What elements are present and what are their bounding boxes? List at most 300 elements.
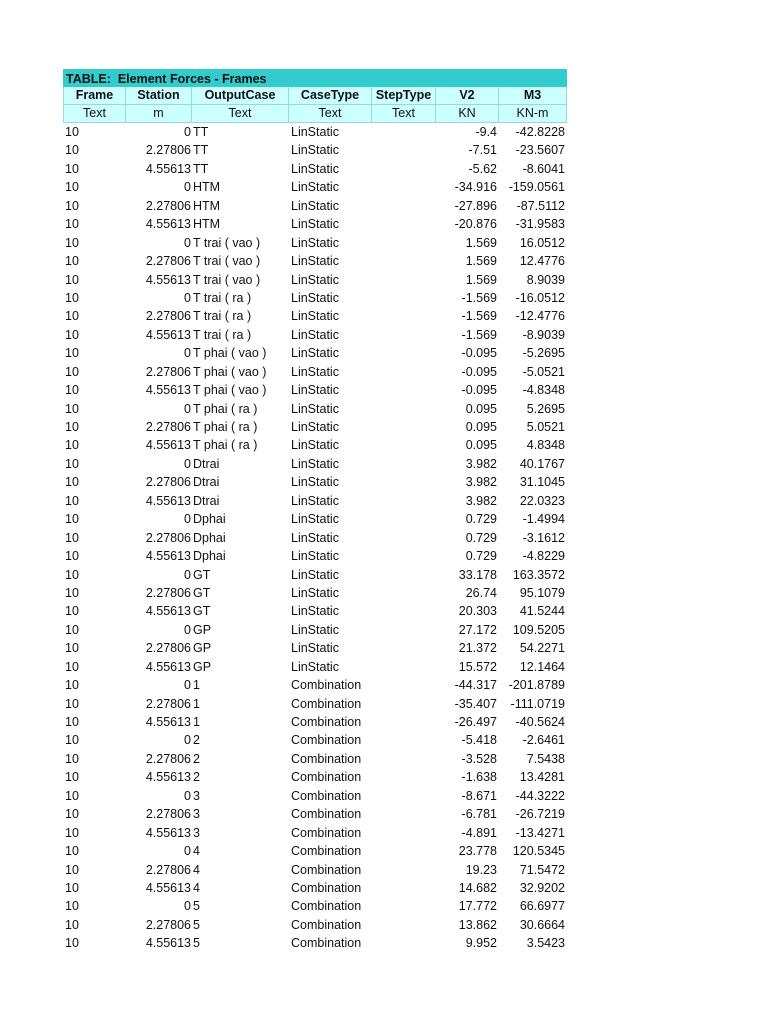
cell-casetype[interactable]: LinStatic [291,217,339,232]
cell-steptype[interactable] [372,602,436,620]
cell-m3[interactable]: 4.8348 [526,438,565,453]
cell-casetype[interactable]: LinStatic [291,346,339,361]
cell-m3[interactable]: 66.6977 [519,899,565,914]
cell-steptype[interactable] [372,326,436,344]
cell-steptype[interactable] [372,695,436,713]
cell-steptype[interactable] [372,916,436,934]
header-station[interactable]: Station [126,87,192,105]
cell-m3[interactable]: 71.5472 [519,862,565,877]
cell-station[interactable]: 0 [184,512,191,527]
cell-v2[interactable]: 14.682 [458,880,497,895]
cell-m3[interactable]: -1.4994 [522,512,565,527]
cell-steptype[interactable] [372,289,436,307]
cell-steptype[interactable] [372,510,436,528]
cell-station[interactable]: 2.27806 [145,917,191,932]
cell-v2[interactable]: -5.62 [468,161,497,176]
cell-station[interactable]: 2.27806 [145,475,191,490]
cell-frame[interactable]: 10 [65,678,79,693]
cell-m3[interactable]: -8.6041 [522,161,565,176]
cell-steptype[interactable] [372,584,436,602]
cell-casetype[interactable]: LinStatic [291,438,339,453]
cell-casetype[interactable]: Combination [291,733,362,748]
cell-steptype[interactable] [372,473,436,491]
header-casetype[interactable]: CaseType [289,87,372,105]
unit-outputcase[interactable]: Text [192,105,289,123]
header-v2[interactable]: V2 [436,87,499,105]
cell-outputcase[interactable]: TT [193,125,209,139]
cell-casetype[interactable]: LinStatic [291,420,339,434]
header-outputcase[interactable]: OutputCase [192,87,289,105]
cell-casetype[interactable]: Combination [291,770,362,785]
cell-outputcase[interactable]: 3 [193,807,200,822]
cell-steptype[interactable] [372,492,436,510]
cell-frame[interactable]: 10 [65,420,79,434]
cell-casetype[interactable]: LinStatic [291,272,339,287]
cell-outputcase[interactable]: 4 [193,862,200,877]
cell-outputcase[interactable]: GP [193,659,212,674]
cell-frame[interactable]: 10 [65,936,79,951]
cell-outputcase[interactable]: HTM [193,217,221,232]
cell-frame[interactable]: 10 [65,235,79,250]
cell-m3[interactable]: -12.4776 [515,309,565,324]
cell-casetype[interactable]: LinStatic [291,143,339,158]
cell-casetype[interactable]: LinStatic [291,456,339,471]
cell-v2[interactable]: 19.23 [465,862,497,877]
cell-m3[interactable]: -201.8789 [508,678,565,693]
cell-outputcase[interactable]: 2 [193,751,200,766]
cell-steptype[interactable] [372,400,436,418]
cell-frame[interactable]: 10 [65,917,79,932]
cell-m3[interactable]: 54.2271 [519,641,565,656]
cell-outputcase[interactable]: TT [193,143,209,158]
cell-outputcase[interactable]: GT [193,604,211,619]
cell-station[interactable]: 0 [184,788,191,803]
cell-station[interactable]: 4.55613 [145,383,191,398]
cell-steptype[interactable] [372,307,436,325]
cell-casetype[interactable]: Combination [291,899,362,914]
cell-station[interactable]: 2.27806 [145,641,191,656]
cell-v2[interactable]: -20.876 [454,217,497,232]
cell-station[interactable]: 0 [184,844,191,859]
cell-casetype[interactable]: LinStatic [291,235,339,250]
cell-frame[interactable]: 10 [65,641,79,656]
cell-casetype[interactable]: Combination [291,844,362,859]
cell-steptype[interactable] [372,639,436,657]
unit-steptype[interactable]: Text [372,105,436,123]
cell-outputcase[interactable]: GT [193,567,211,582]
cell-outputcase[interactable]: Dtrai [193,475,220,490]
cell-station[interactable]: 2.27806 [145,696,191,711]
cell-outputcase[interactable]: HTM [193,198,221,213]
cell-casetype[interactable]: Combination [291,825,362,840]
cell-m3[interactable]: 12.4776 [519,254,565,269]
cell-outputcase[interactable]: GP [193,622,212,637]
unit-frame[interactable]: Text [63,105,126,123]
cell-steptype[interactable] [372,197,436,215]
cell-station[interactable]: 4.55613 [145,880,191,895]
cell-station[interactable]: 0 [184,678,191,693]
cell-outputcase[interactable]: 1 [193,715,200,729]
cell-outputcase[interactable]: 1 [193,678,200,693]
cell-station[interactable]: 2.27806 [145,364,191,379]
cell-m3[interactable]: 95.1079 [519,585,565,600]
cell-m3[interactable]: 32.9202 [519,880,565,895]
cell-frame[interactable]: 10 [65,493,79,508]
cell-v2[interactable]: -26.497 [454,715,497,729]
cell-steptype[interactable] [372,418,436,436]
cell-outputcase[interactable]: 3 [193,788,200,803]
cell-v2[interactable]: -4.891 [461,825,497,840]
cell-m3[interactable]: -111.0719 [510,696,565,711]
cell-frame[interactable]: 10 [65,456,79,471]
cell-outputcase[interactable]: GT [193,585,211,600]
cell-frame[interactable]: 10 [65,180,79,195]
cell-outputcase[interactable]: 5 [193,899,200,914]
cell-outputcase[interactable]: 4 [193,844,200,859]
cell-v2[interactable]: 0.095 [465,420,497,434]
cell-steptype[interactable] [372,824,436,842]
cell-steptype[interactable] [372,621,436,639]
cell-outputcase[interactable]: Dtrai [193,456,220,471]
cell-casetype[interactable]: Combination [291,936,362,951]
cell-station[interactable]: 2.27806 [145,143,191,158]
cell-station[interactable]: 0 [184,125,191,139]
cell-m3[interactable]: -13.4271 [515,825,565,840]
cell-station[interactable]: 2.27806 [145,309,191,324]
cell-frame[interactable]: 10 [65,567,79,582]
cell-steptype[interactable] [372,713,436,731]
cell-station[interactable]: 2.27806 [145,254,191,269]
unit-m3[interactable]: KN-m [499,105,567,123]
cell-v2[interactable]: 3.982 [465,456,497,471]
cell-steptype[interactable] [372,271,436,289]
cell-v2[interactable]: 1.569 [465,272,497,287]
cell-m3[interactable]: 40.1767 [519,456,565,471]
cell-v2[interactable]: 20.303 [458,604,497,619]
cell-station[interactable]: 0 [184,733,191,748]
cell-frame[interactable]: 10 [65,346,79,361]
cell-station[interactable]: 0 [184,622,191,637]
cell-steptype[interactable] [372,234,436,252]
cell-station[interactable]: 4.55613 [145,659,191,674]
cell-m3[interactable]: -26.7219 [515,807,565,822]
cell-v2[interactable]: -7.51 [468,143,497,158]
cell-v2[interactable]: 21.372 [458,641,497,656]
cell-v2[interactable]: -6.781 [461,807,497,822]
cell-outputcase[interactable]: 3 [193,825,200,840]
cell-steptype[interactable] [372,363,436,381]
cell-station[interactable]: 2.27806 [145,198,191,213]
cell-v2[interactable]: 3.982 [465,493,497,508]
cell-frame[interactable]: 10 [65,770,79,785]
cell-steptype[interactable] [372,750,436,768]
cell-casetype[interactable]: LinStatic [291,512,339,527]
cell-v2[interactable]: -5.418 [461,733,497,748]
unit-casetype[interactable]: Text [289,105,372,123]
cell-steptype[interactable] [372,123,436,141]
cell-m3[interactable]: -8.9039 [522,327,565,342]
cell-v2[interactable]: -35.407 [454,696,497,711]
cell-v2[interactable]: 0.729 [465,512,497,527]
cell-station[interactable]: 4.55613 [145,327,191,342]
cell-v2[interactable]: -9.4 [475,125,497,139]
unit-v2[interactable]: KN [436,105,499,123]
cell-casetype[interactable]: LinStatic [291,530,339,545]
cell-frame[interactable]: 10 [65,549,79,564]
cell-m3[interactable]: -2.6461 [522,733,565,748]
cell-frame[interactable]: 10 [65,899,79,914]
cell-station[interactable]: 4.55613 [145,604,191,619]
cell-frame[interactable]: 10 [65,807,79,822]
cell-steptype[interactable] [372,676,436,694]
cell-casetype[interactable]: LinStatic [291,401,339,416]
cell-outputcase[interactable]: 5 [193,936,200,951]
cell-v2[interactable]: -27.896 [454,198,497,213]
cell-outputcase[interactable]: T trai ( vao ) [193,272,261,287]
cell-v2[interactable]: -1.569 [461,309,497,324]
cell-casetype[interactable]: Combination [291,788,362,803]
cell-outputcase[interactable]: 1 [193,696,200,711]
cell-casetype[interactable]: Combination [291,715,362,729]
cell-station[interactable]: 0 [184,290,191,305]
cell-m3[interactable]: 5.0521 [526,420,565,434]
cell-v2[interactable]: 26.74 [465,585,497,600]
cell-frame[interactable]: 10 [65,217,79,232]
cell-frame[interactable]: 10 [65,161,79,176]
cell-frame[interactable]: 10 [65,751,79,766]
cell-casetype[interactable]: Combination [291,696,362,711]
cell-outputcase[interactable]: 2 [193,733,200,748]
cell-steptype[interactable] [372,455,436,473]
cell-v2[interactable]: 33.178 [458,567,497,582]
cell-v2[interactable]: -1.569 [461,327,497,342]
cell-outputcase[interactable]: T phai ( vao ) [193,346,267,361]
cell-v2[interactable]: 0.095 [465,401,497,416]
cell-station[interactable]: 2.27806 [145,862,191,877]
cell-station[interactable]: 4.55613 [145,493,191,508]
cell-frame[interactable]: 10 [65,364,79,379]
cell-station[interactable]: 4.55613 [145,715,191,729]
cell-casetype[interactable]: LinStatic [291,659,339,674]
cell-frame[interactable]: 10 [65,844,79,859]
cell-outputcase[interactable]: T phai ( ra ) [193,420,258,434]
cell-steptype[interactable] [372,141,436,159]
cell-frame[interactable]: 10 [65,530,79,545]
cell-steptype[interactable] [372,252,436,270]
cell-m3[interactable]: -159.0561 [508,180,565,195]
cell-station[interactable]: 0 [184,899,191,914]
cell-outputcase[interactable]: T trai ( vao ) [193,254,261,269]
cell-casetype[interactable]: Combination [291,880,362,895]
cell-steptype[interactable] [372,436,436,454]
cell-m3[interactable]: 16.0512 [519,235,565,250]
cell-outputcase[interactable]: HTM [193,180,221,195]
cell-casetype[interactable]: LinStatic [291,567,339,582]
cell-m3[interactable]: 5.2695 [526,401,565,416]
header-frame[interactable]: Frame [63,87,126,105]
cell-steptype[interactable] [372,934,436,952]
cell-steptype[interactable] [372,787,436,805]
cell-station[interactable]: 4.55613 [145,936,191,951]
cell-station[interactable]: 2.27806 [145,585,191,600]
cell-station[interactable]: 2.27806 [145,420,191,434]
cell-outputcase[interactable]: Dphai [193,512,226,527]
cell-steptype[interactable] [372,566,436,584]
cell-casetype[interactable]: LinStatic [291,198,339,213]
cell-station[interactable]: 4.55613 [145,549,191,564]
cell-m3[interactable]: -23.5607 [515,143,565,158]
cell-m3[interactable]: -5.0521 [522,364,565,379]
cell-v2[interactable]: 15.572 [458,659,497,674]
cell-frame[interactable]: 10 [65,825,79,840]
cell-station[interactable]: 0 [184,235,191,250]
cell-casetype[interactable]: LinStatic [291,383,339,398]
cell-v2[interactable]: 3.982 [465,475,497,490]
cell-frame[interactable]: 10 [65,143,79,158]
header-m3[interactable]: M3 [499,87,567,105]
cell-casetype[interactable]: LinStatic [291,309,339,324]
cell-steptype[interactable] [372,547,436,565]
cell-casetype[interactable]: LinStatic [291,493,339,508]
cell-m3[interactable]: 22.0323 [519,493,565,508]
cell-v2[interactable]: 9.952 [465,936,497,951]
cell-casetype[interactable]: LinStatic [291,161,339,176]
cell-frame[interactable]: 10 [65,715,79,729]
cell-station[interactable]: 4.55613 [145,272,191,287]
cell-frame[interactable]: 10 [65,696,79,711]
cell-steptype[interactable] [372,731,436,749]
cell-station[interactable]: 4.55613 [145,770,191,785]
cell-frame[interactable]: 10 [65,125,79,139]
cell-m3[interactable]: -16.0512 [515,290,565,305]
cell-frame[interactable]: 10 [65,198,79,213]
cell-v2[interactable]: -0.095 [461,346,497,361]
cell-v2[interactable]: -1.569 [461,290,497,305]
cell-m3[interactable]: 31.1045 [519,475,565,490]
cell-outputcase[interactable]: Dphai [193,549,226,564]
cell-m3[interactable]: 163.3572 [512,567,565,582]
cell-outputcase[interactable]: T phai ( ra ) [193,401,258,416]
cell-station[interactable]: 0 [184,567,191,582]
cell-casetype[interactable]: LinStatic [291,125,339,139]
cell-frame[interactable]: 10 [65,733,79,748]
cell-m3[interactable]: -42.8228 [515,125,565,139]
cell-steptype[interactable] [372,529,436,547]
cell-station[interactable]: 2.27806 [145,807,191,822]
cell-v2[interactable]: 0.729 [465,530,497,545]
cell-station[interactable]: 0 [184,180,191,195]
cell-casetype[interactable]: LinStatic [291,622,339,637]
cell-m3[interactable]: 120.5345 [512,844,565,859]
cell-m3[interactable]: -40.5624 [515,715,565,729]
cell-frame[interactable]: 10 [65,438,79,453]
cell-steptype[interactable] [372,897,436,915]
cell-outputcase[interactable]: TT [193,161,209,176]
cell-station[interactable]: 2.27806 [145,751,191,766]
cell-frame[interactable]: 10 [65,401,79,416]
cell-v2[interactable]: 13.862 [458,917,497,932]
cell-outputcase[interactable]: T phai ( vao ) [193,383,267,398]
cell-casetype[interactable]: Combination [291,862,362,877]
cell-frame[interactable]: 10 [65,862,79,877]
cell-frame[interactable]: 10 [65,659,79,674]
cell-outputcase[interactable]: Dtrai [193,493,220,508]
cell-frame[interactable]: 10 [65,880,79,895]
cell-v2[interactable]: -3.528 [461,751,497,766]
cell-outputcase[interactable]: GP [193,641,212,656]
cell-station[interactable]: 4.55613 [145,217,191,232]
cell-casetype[interactable]: LinStatic [291,604,339,619]
cell-frame[interactable]: 10 [65,512,79,527]
cell-outputcase[interactable]: T phai ( ra ) [193,438,258,453]
cell-station[interactable]: 0 [184,401,191,416]
cell-casetype[interactable]: Combination [291,917,362,932]
cell-steptype[interactable] [372,861,436,879]
cell-station[interactable]: 4.55613 [145,438,191,453]
cell-frame[interactable]: 10 [65,622,79,637]
cell-frame[interactable]: 10 [65,309,79,324]
cell-casetype[interactable]: LinStatic [291,641,339,656]
cell-v2[interactable]: 1.569 [465,254,497,269]
cell-steptype[interactable] [372,160,436,178]
cell-v2[interactable]: -0.095 [461,383,497,398]
cell-m3[interactable]: -4.8348 [522,383,565,398]
cell-casetype[interactable]: Combination [291,751,362,766]
cell-v2[interactable]: 0.095 [465,438,497,453]
cell-outputcase[interactable]: Dphai [193,530,226,545]
cell-station[interactable]: 0 [184,456,191,471]
cell-m3[interactable]: 12.1464 [519,659,565,674]
cell-m3[interactable]: -44.3222 [515,788,565,803]
cell-m3[interactable]: 41.5244 [519,604,565,619]
cell-casetype[interactable]: Combination [291,678,362,693]
cell-station[interactable]: 4.55613 [145,161,191,176]
cell-casetype[interactable]: LinStatic [291,475,339,490]
cell-steptype[interactable] [372,805,436,823]
cell-outputcase[interactable]: T trai ( ra ) [193,290,252,305]
cell-m3[interactable]: -87.5112 [516,198,565,213]
header-steptype[interactable]: StepType [372,87,436,105]
cell-steptype[interactable] [372,178,436,196]
cell-m3[interactable]: -3.1612 [522,530,565,545]
cell-casetype[interactable]: LinStatic [291,549,339,564]
cell-v2[interactable]: 0.729 [465,549,497,564]
cell-station[interactable]: 0 [184,346,191,361]
cell-frame[interactable]: 10 [65,254,79,269]
cell-casetype[interactable]: LinStatic [291,585,339,600]
cell-steptype[interactable] [372,768,436,786]
cell-steptype[interactable] [372,879,436,897]
cell-steptype[interactable] [372,215,436,233]
cell-casetype[interactable]: Combination [291,807,362,822]
cell-m3[interactable]: -31.9583 [515,217,565,232]
cell-v2[interactable]: 23.778 [458,844,497,859]
cell-v2[interactable]: -44.317 [454,678,497,693]
cell-v2[interactable]: 1.569 [465,235,497,250]
cell-frame[interactable]: 10 [65,290,79,305]
cell-outputcase[interactable]: T phai ( vao ) [193,364,267,379]
cell-outputcase[interactable]: T trai ( vao ) [193,235,261,250]
cell-outputcase[interactable]: 5 [193,917,200,932]
cell-m3[interactable]: -4.8229 [522,549,565,564]
cell-casetype[interactable]: LinStatic [291,180,339,195]
cell-v2[interactable]: -34.916 [454,180,497,195]
cell-m3[interactable]: 8.9039 [526,272,565,287]
cell-m3[interactable]: 7.5438 [526,751,565,766]
cell-station[interactable]: 2.27806 [145,530,191,545]
cell-m3[interactable]: 109.5205 [512,622,565,637]
cell-m3[interactable]: 3.5423 [526,936,565,951]
